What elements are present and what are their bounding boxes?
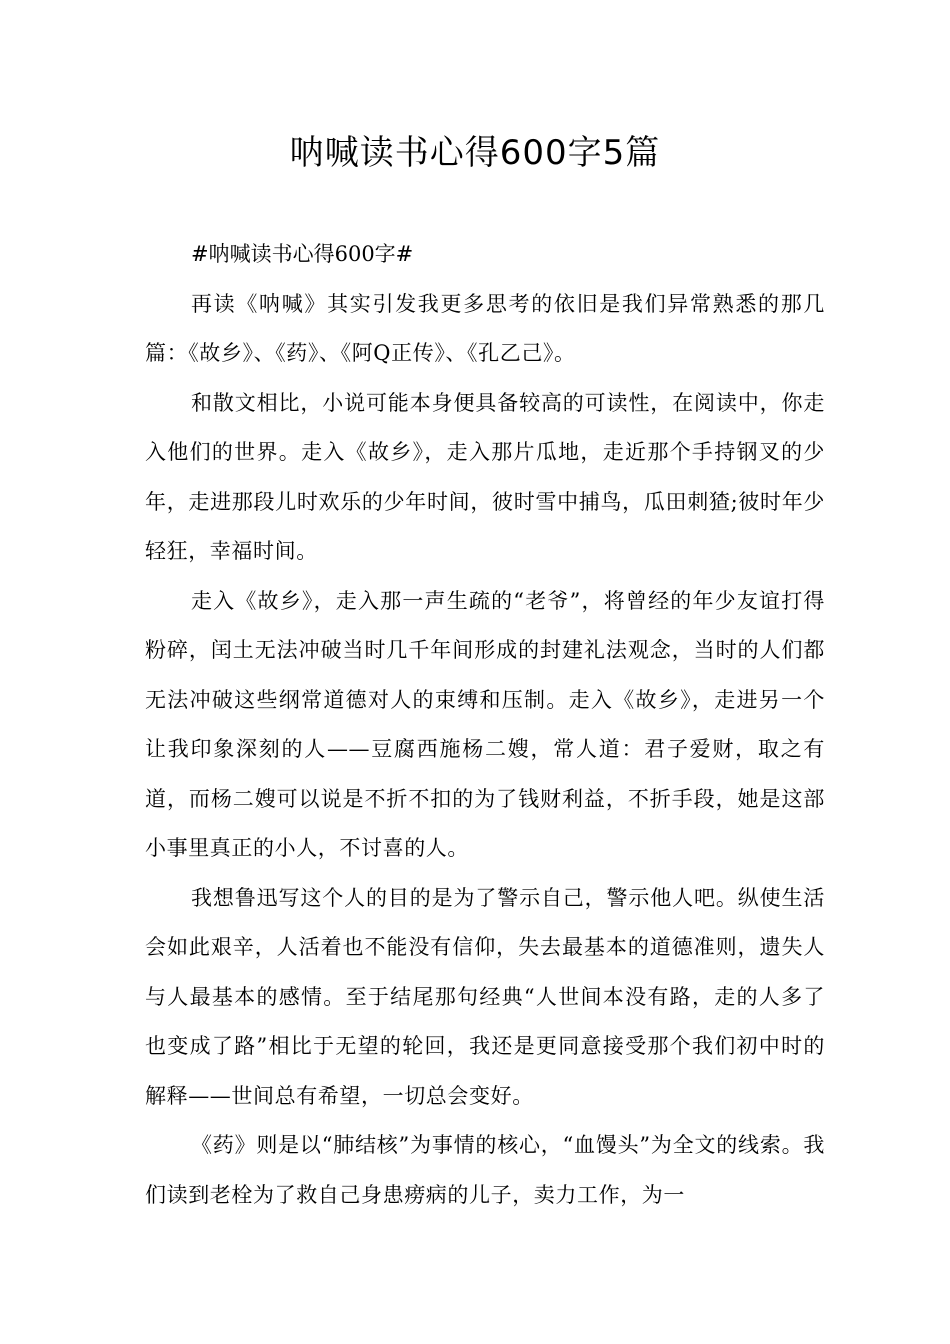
document-body — [145, 230, 825, 1220]
paragraph: 《药》则是以“肺结核”为事情的核心，“血馒头”为全文的线索。我们读到老栓为了救自己身患痨病的儿子，卖力工作，为一 — [145, 1133, 825, 1207]
paragraph: 再读《呐喊》其实引发我更多思考的依旧是我们异常熟悉的那几篇：《故乡》、《药》、《阿Q正传》、《孔乙己》。 — [145, 291, 825, 365]
document-title: 呐喊读书心得600字5篇 — [289, 133, 661, 173]
paragraph: 我想鲁迅写这个人的目的是为了警示自己，警示他人吧。纵使生活会如此艰辛，人活着也不能没有信仰，失去最基本的道德准则，遗失人与人最基本的感情。至于结尾那句经典“人世间本没有路，走的人多了也变成了路”相比于无望的轮回，我还是更同意接受那个我们初中时的解释——世间总有希望，一切总会变好。 — [145, 885, 825, 1108]
paragraph: 和散文相比，小说可能本身便具备较高的可读性，在阅读中，你走入他们的世界。走入《故乡》，走入那片瓜地，走近那个手持钢叉的少年，走进那段儿时欢乐的少年时间，彼时雪中捕鸟，瓜田刺猹;彼时年少轻狂，幸福时间。 — [145, 390, 825, 563]
paragraph: 走入《故乡》，走入那一声生疏的“老爷”，将曾经的年少友谊打得粉碎，闰土无法冲破当时几千年间形成的封建礼法观念，当时的人们都无法冲破这些纲常道德对人的束缚和压制。走入《故乡》，走进另一个让我印象深刻的人——豆腐西施杨二嫂，常人道：君子爱财，取之有道，而杨二嫂可以说是不折不扣的为了钱财利益，不折手段，她是这部小事里真正的小人，不讨喜的人。 — [145, 588, 825, 860]
paragraph-hashtag: #呐喊读书心得600字# — [191, 242, 414, 266]
